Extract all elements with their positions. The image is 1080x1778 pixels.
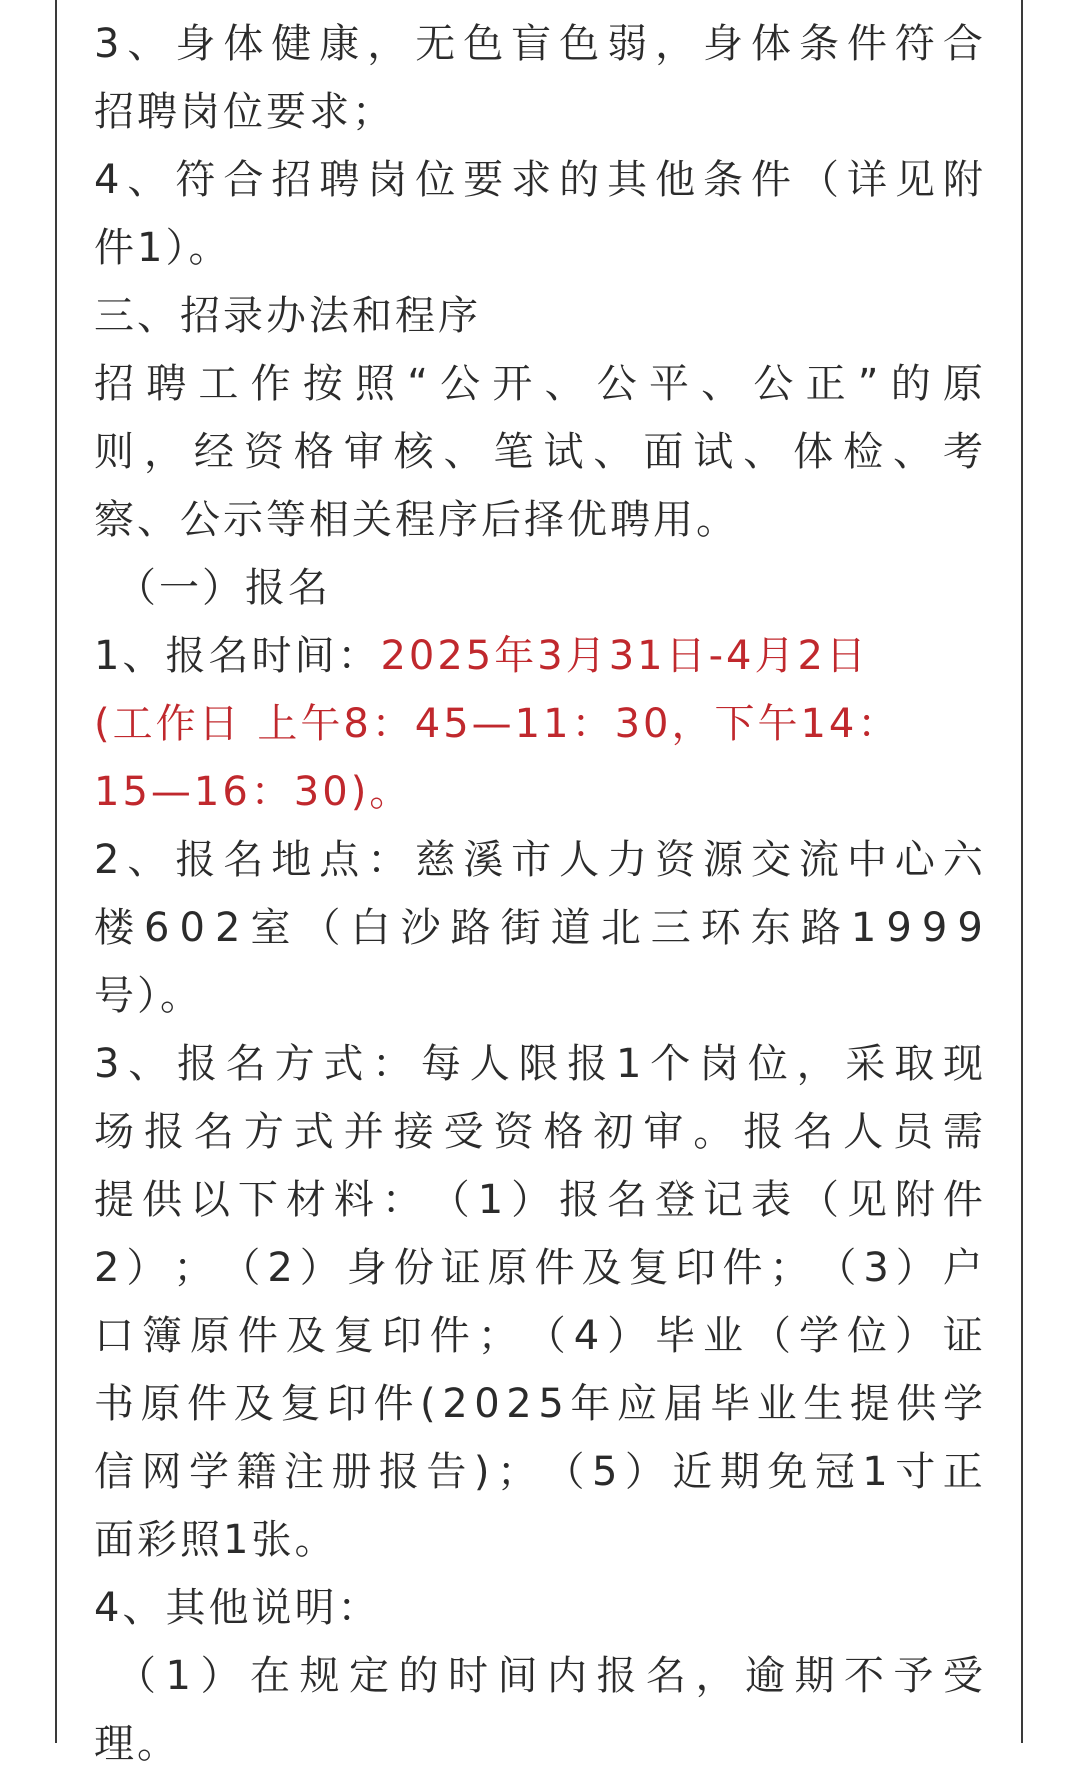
text-line: 书 原 件 及 复 印 件 ( 2 0 2 5 年 应 届 毕 业 生 提 供 学 [94, 1381, 986, 1427]
text-line: 件1）。 [94, 225, 232, 271]
registration-time-line [94, 622, 986, 690]
registration-time-label: 1、报名时间： [94, 633, 381, 679]
text-line: 场 报 名 方 式 并 接 受 资 格 初 审 。 报 名 人 员 需 [94, 1109, 986, 1155]
registration-time-hours: (工作日 上午8：45—11：30，下午14： [94, 701, 901, 747]
text-line: 察、公示等相关程序后择优聘用。 [94, 497, 739, 543]
text-line: 4、其他说明： [94, 1585, 381, 1631]
document-body [94, 10, 986, 1778]
text-line: 提 供 以 下 材 料 ： （ 1 ） 报 名 登 记 表 （ 见 附 件 [94, 1177, 986, 1223]
text-line: 2 、 报 名 地 点 ： 慈 溪 市 人 力 资 源 交 流 中 心 六 [94, 837, 986, 883]
subsection-heading: （一）报名 [116, 565, 331, 611]
text-line: 信 网 学 籍 注 册 报 告 ) ； （ 5 ） 近 期 免 冠 1 寸 正 [94, 1449, 986, 1495]
text-line: 招聘岗位要求； [94, 89, 395, 135]
registration-time-dates: 2025年3月31日-4月2日 [380, 633, 869, 679]
text-line: （ 1 ） 在 规 定 的 时 间 内 报 名 ， 逾 期 不 予 受 [116, 1653, 986, 1699]
text-line: 面彩照1张。 [94, 1517, 338, 1563]
text-line: 理。 [94, 1721, 180, 1767]
text-line: 3 、 身 体 健 康 ， 无 色 盲 色 弱 ， 身 体 条 件 符 合 [94, 21, 986, 67]
text-line: 招 聘 工 作 按 照 “ 公 开 、 公 平 、 公 正 ” 的 原 [94, 361, 986, 407]
text-line: 口 簿 原 件 及 复 印 件 ； （ 4 ） 毕 业 （ 学 位 ） 证 [94, 1313, 986, 1359]
text-line: 3 、 报 名 方 式 ： 每 人 限 报 1 个 岗 位 ， 采 取 现 [94, 1041, 986, 1087]
registration-time-hours: 15—16：30)。 [94, 769, 413, 815]
section-heading: 三、招录办法和程序 [94, 293, 481, 339]
text-line: 号）。 [94, 973, 203, 1019]
text-line: 2 ） ； （ 2 ） 身 份 证 原 件 及 复 印 件 ； （ 3 ） 户 [94, 1245, 986, 1291]
text-line: 4 、 符 合 招 聘 岗 位 要 求 的 其 他 条 件 （ 详 见 附 [94, 157, 986, 203]
text-line: 楼 6 0 2 室 （ 白 沙 路 街 道 北 三 环 东 路 1 9 9 9 [94, 905, 986, 951]
text-line: 则 ， 经 资 格 审 核 、 笔 试 、 面 试 、 体 检 、 考 [94, 429, 986, 475]
